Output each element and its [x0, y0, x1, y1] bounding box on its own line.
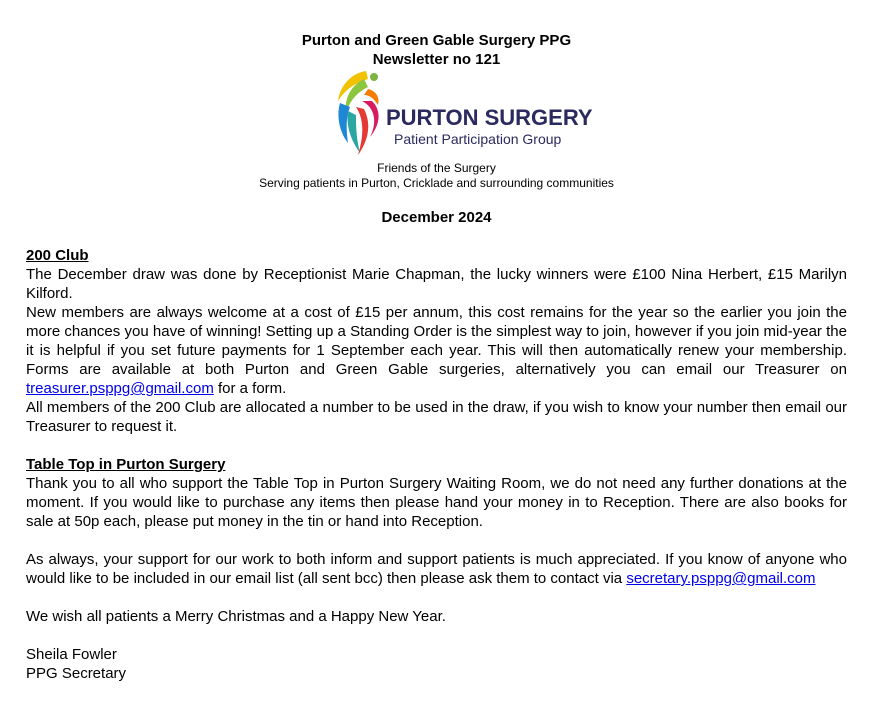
support-paragraph [26, 550, 847, 588]
service-area: Serving patients in Purton, Cricklade and surrounding communities [259, 176, 614, 190]
logo-tagline: Friends of the Surgery [377, 161, 496, 175]
greeting-paragraph: We wish all patients a Merry Christmas and a Happy New Year. [26, 608, 446, 625]
club-membership-text-end: for a form. [213, 380, 287, 397]
newsletter-title: Purton and Green Gable Surgery PPG [301, 32, 572, 49]
spacer [26, 531, 847, 550]
section-title-table-top: Table Top in Purton Surgery [26, 456, 226, 473]
logo-line1: PURTON SURGERY [386, 105, 593, 130]
logo-graphic [334, 67, 593, 161]
signoff-name: Sheila Fowler [26, 646, 117, 663]
spacer [26, 588, 847, 607]
purton-surgery-logo [334, 67, 593, 161]
issue-date: December 2024 [381, 209, 492, 226]
newsletter-body [26, 246, 847, 683]
logo-line2: Patient Participation Group [394, 131, 562, 147]
signoff-role: PPG Secretary [26, 665, 127, 682]
spacer [26, 436, 847, 455]
newsletter-number: Newsletter no 121 [372, 51, 501, 68]
section-title-200-club: 200 Club [26, 247, 89, 264]
table-top-paragraph: Thank you to all who support the Table Top in Purton Surgery Waiting Room, we do not need any further donations at the moment. If you would like to purchase any items then please hand your money in to Reception. There are also books for sale at 50p each, please put money in the tin or hand into Reception. [26, 475, 847, 530]
club-membership-paragraph [26, 303, 847, 398]
club-membership-text: New members are always welcome at a cost of £15 per annum, this cost remains for the year so the earlier you join the more chances you have of winning! Setting up a Standing Order is the simplest way to join, however if you join mid-year the it is helpful if you set future payments for 1 September each year. This will then automatically renew your membership. Forms are available at both Purton and Green Gable surgeries, alternatively you can email our Treasurer on [26, 304, 847, 378]
club-number-paragraph: All members of the 200 Club are allocated a number to be used in the draw, if you wish to know your number then email our Treasurer to request it. [26, 399, 847, 435]
secretary-email-link[interactable]: secretary.psppg@gmail.com [626, 570, 816, 587]
treasurer-email-link[interactable]: treasurer.psppg@gmail.com [26, 380, 214, 397]
support-text: As always, your support for our work to both inform and support patients is much appreciated. If you know of anyone who would like to be included in our email list (all sent bcc) then please ask them to contact via [26, 551, 847, 587]
spacer [26, 626, 847, 645]
club-draw-paragraph: The December draw was done by Receptionist Marie Chapman, the lucky winners were £100 Nina Herbert, £15 Marilyn Kilford. [26, 266, 847, 302]
